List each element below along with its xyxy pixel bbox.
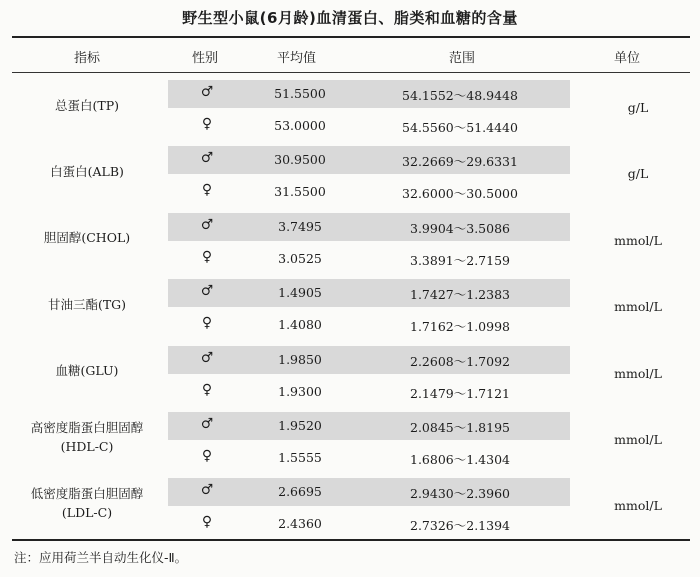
female-range-value: 54.5560～51.4440 <box>402 120 518 135</box>
female-range-value: 1.6806～1.4304 <box>410 452 510 467</box>
header-mean: 平均值 <box>277 51 317 66</box>
header-indicator: 指标 <box>74 51 101 66</box>
indicator-line: 高密度脂蛋白胆固醇 <box>30 420 144 435</box>
female-mean-value: 1.5555 <box>278 450 322 465</box>
indicator-name <box>12 295 162 314</box>
indicator-line: 白蛋白(ALB) <box>50 163 124 179</box>
male-range-value: 3.9904～3.5086 <box>410 220 510 236</box>
male-mean-value: 30.9500 <box>274 152 326 168</box>
header-unit: 单位 <box>614 51 641 66</box>
bottom-rule <box>12 539 690 541</box>
male-mean-value: 1.9520 <box>278 418 322 433</box>
male-sex-symbol: ♂ <box>200 283 214 300</box>
female-mean-value: 53.0000 <box>274 118 326 133</box>
female-mean-value: 1.9300 <box>278 383 322 399</box>
female-range-value: 2.7326～2.1394 <box>410 518 510 534</box>
indicator-name <box>12 96 162 115</box>
male-sex-symbol: ♂ <box>200 216 214 233</box>
unit-cell: mmol/L <box>614 299 662 315</box>
male-range-value: 2.0845～1.8195 <box>410 420 510 435</box>
female-mean-value: 2.4360 <box>278 516 322 532</box>
female-range-value: 32.6000～30.5000 <box>402 186 518 202</box>
female-sex-symbol: ♀ <box>201 315 213 332</box>
unit-cell: mmol/L <box>614 498 662 514</box>
top-rule <box>12 36 690 38</box>
male-mean-value: 1.9850 <box>278 351 322 367</box>
female-sex-symbol: ♀ <box>201 116 213 132</box>
male-range-value: 2.9430～2.3960 <box>410 486 510 502</box>
female-mean-value: 31.5500 <box>274 184 326 200</box>
indicator-line: (LDL-C) <box>61 505 113 521</box>
female-range-value: 1.7162～1.0998 <box>410 319 510 335</box>
unit-cell: mmol/L <box>614 432 662 447</box>
indicator-line: 总蛋白(TP) <box>54 97 119 113</box>
female-range-value: 2.1479～1.7121 <box>410 385 510 401</box>
indicator-name <box>12 484 162 522</box>
header-sex: 性别 <box>192 51 219 66</box>
male-mean-value: 1.4905 <box>278 285 322 301</box>
header-rule <box>12 72 690 73</box>
male-sex-symbol: ♂ <box>200 150 214 167</box>
female-range-value: 3.3891～2.7159 <box>410 252 510 268</box>
male-sex-symbol: ♂ <box>200 416 214 432</box>
male-range-value: 1.7427～1.2383 <box>410 287 510 303</box>
male-mean-value: 51.5500 <box>274 86 326 101</box>
table-title: 野生型小鼠(6月龄)血清蛋白、脂类和血糖的含量 <box>182 9 518 27</box>
male-sex-symbol: ♂ <box>200 482 214 499</box>
indicator-line: 甘油三酯(TG) <box>47 296 127 312</box>
header-range: 范围 <box>449 51 476 66</box>
indicator-line: 低密度脂蛋白胆固醇 <box>30 486 144 502</box>
male-range-value: 2.2608～1.7092 <box>410 353 510 369</box>
male-mean-value: 2.6695 <box>278 484 322 500</box>
male-mean-value: 3.7495 <box>278 218 322 234</box>
female-sex-symbol: ♀ <box>201 182 213 199</box>
female-sex-symbol: ♀ <box>201 448 213 464</box>
female-sex-symbol: ♀ <box>201 514 213 531</box>
indicator-line: (HDL-C) <box>60 439 114 454</box>
female-mean-value: 3.0525 <box>278 250 322 266</box>
indicator-line: 胆固醇(CHOL) <box>43 230 131 246</box>
female-sex-symbol: ♀ <box>201 248 213 265</box>
male-range-value: 54.1552～48.9448 <box>402 88 518 103</box>
indicator-name <box>12 418 162 456</box>
female-sex-symbol: ♀ <box>201 381 213 398</box>
unit-cell: g/L <box>627 100 649 115</box>
indicator-line: 血糖(GLU) <box>55 363 119 379</box>
male-range-value: 32.2669～29.6331 <box>402 154 518 170</box>
male-sex-symbol: ♂ <box>200 84 214 100</box>
unit-cell: g/L <box>627 166 649 182</box>
indicator-name <box>12 228 162 247</box>
indicator-name <box>12 162 162 181</box>
table-note: 注：应用荷兰半自动生化仪-Ⅱ。 <box>14 550 188 565</box>
unit-cell: mmol/L <box>614 365 662 381</box>
indicator-name <box>12 361 162 380</box>
unit-cell: mmol/L <box>614 232 662 248</box>
female-mean-value: 1.4080 <box>278 317 322 333</box>
male-sex-symbol: ♂ <box>200 349 214 366</box>
